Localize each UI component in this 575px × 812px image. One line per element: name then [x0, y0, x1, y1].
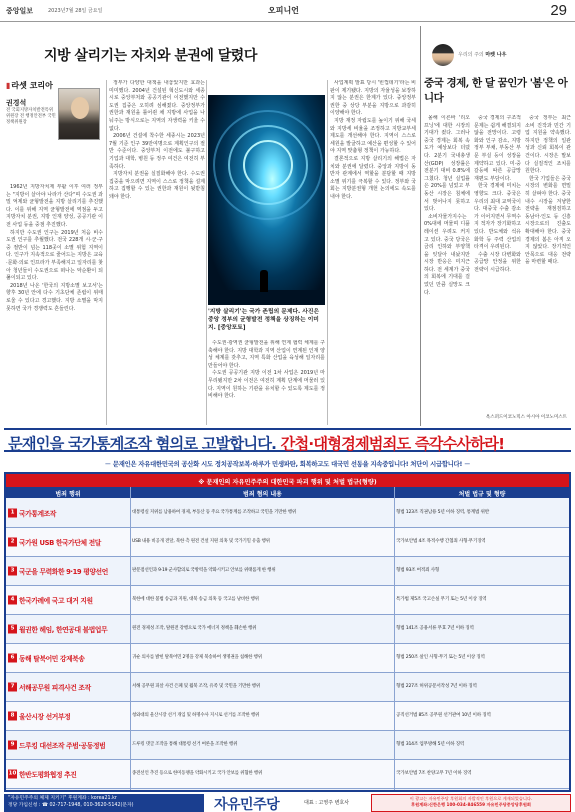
offense-description: 서해 공무원 피살 사건 은폐 및 월북 조작, 유족 및 국민을 기만한 행위: [132, 684, 260, 689]
paragraph: 수도권 공공기관 지방 이전 1차 사업은 2019년 마무리됐지만 2차 이전은 여전히 계획 단계에 머물러 있다. 지역이 원하는 기관을 유치할 수 있도록 제도를 정비해야 한다.: [208, 370, 325, 400]
offense-name: 한국가례에 국고 대거 지원: [19, 597, 93, 605]
column-logo-mark-icon: ▮: [6, 81, 11, 90]
row-number: 9: [8, 741, 17, 750]
row-number: 1: [8, 509, 17, 518]
author-photo: [58, 88, 100, 140]
issue-date: 2023년7월 28일 금요일: [48, 8, 103, 14]
table-row: [6, 673, 569, 702]
paragraph: 2006년 건설에 착수한 세종시는 2023년 7월 기준 인구 39만여명으로 계획인구의 절반 수준이다. 중앙부처 이전에도 불구하고 기업과 대학, 병원 등 정주 여건은 여전히 부족하다.: [109, 133, 205, 170]
paragraph: 하지만 수도권 인구는 2019년 처음 비수도권 인구를 추월했다. 전국 228개 시·군·구 중 절반이 넘는 118곳이 소멸 위험 지역이다. 인구가 지속적으로 줄어드는 지방은 교육·문화·의료 인프라가 부족해지고 일자리를 찾아 청년들이 수도권으로 떠나는 악순환이 되풀이되고 있다.: [6, 229, 103, 282]
offense-description: 대통령실 지위를 남용하여 경제, 부동산 등 주요 국가통계를 조작하고 국민을 기만한 행위: [132, 510, 297, 515]
penalty-law: 형법 314조 업무방해 5년 이하 징역: [396, 742, 465, 747]
table-row: [6, 499, 569, 528]
row-number: 4: [8, 596, 17, 605]
offense-name: 서해공무원 피격사건 조작: [19, 684, 91, 692]
author-description: 전 국회지방자치발전특위 위원장 전 행정안전부 국민정책위원장: [6, 108, 56, 125]
ad-table: [4, 472, 571, 792]
party-logo: 자유민주당: [214, 797, 280, 812]
offense-name: 국가통계조작: [19, 510, 56, 518]
paper-name: 중앙일보: [6, 6, 34, 15]
paragraph: 한국 기업들은 중국 시장의 변화를 면밀히 살펴야 한다. 중국 내수 시장을 겨냥한 전략을 재점검하고 동남아·인도 등 신흥시장으로의 진출도 확대해야 한다. 중국 경제의 봄은 아직 오지 않았다. 장기적인 안목으로 대응 전략을 마련할 때다.: [525, 175, 571, 266]
table-column-divider: [130, 487, 131, 790]
ad-subtitle: － 문재인은 자유대한민국의 공산화 시도 정치공작보복·하루가 민생파탄, 회복하고도 대국민 선동을 지속중입니다! 처단이 시급합니다! －: [104, 461, 471, 468]
table-header-charge: 범죄 혐의 내용: [131, 487, 394, 498]
offense-description: 원전 경제성 조작, 탈원전 강행으로 국가 에너지 정책을 훼손한 행위: [132, 626, 257, 631]
author-name: 권경석: [6, 99, 27, 107]
section-title: 오피니언: [268, 6, 299, 15]
row-number: 8: [8, 712, 17, 721]
paragraph: 지방 재정 자립도를 높이기 위해 국세와 지방세 비율을 조정하고 지방교부세 제도를 개선해야 한다. 지역이 스스로 세원을 발굴하고 예산을 편성할 수 있어야 지역 맞춤형 정책이 가능하다.: [330, 117, 416, 155]
left-article-column-1: [6, 184, 103, 424]
left-article-column-3: [208, 340, 325, 425]
offense-description: 북한에 대한 불법 송금과 지원, 대북 송금 의혹 등 국고를 낭비한 행위: [132, 597, 259, 602]
row-number: 6: [8, 654, 17, 663]
paragraph: 한국 경제에 미치는 영향도 크다. 중국은 우리의 최대 교역국이다. 대중국 수출 감소가 이어지면서 무역수지 적자가 장기화하고 있다. 반도체와 석유화학 등 주력 산업의 타격이 우려된다.: [474, 183, 521, 251]
offense-description: 귀순 의사를 밝힌 탈북어민 2명을 강제 북송하여 생명권을 침해한 행위: [132, 655, 262, 660]
column-divider: [327, 80, 328, 425]
offense-description: 청와대의 울산시장 선거 개입 및 하명수사 지시로 선거를 조작한 행위: [132, 713, 260, 718]
article-photo: [208, 95, 325, 305]
column-divider: [206, 80, 207, 425]
left-headline: 지방 살리기는 자치와 분권에 달렸다: [44, 48, 257, 64]
offense-description: USB 내용 비공개 전달, 북한 측 원전 건설 지원 의혹 및 국가기밀 유출 행위: [132, 539, 270, 544]
table-row: [6, 644, 569, 673]
paragraph: 수도권·광역권 균형발전을 위해 연계 협력 체계를 구축해야 한다. 지방 대학과 지역 산업이 연계된 인재 양성 체계를 갖추고, 지역 특화 산업을 육성해 일자리를 만들어야 한다.: [208, 340, 325, 369]
masthead: [0, 0, 575, 22]
row-number: 5: [8, 625, 17, 634]
table-row: [6, 731, 569, 760]
party-representative: 대표 : 고영주 변호사: [304, 800, 350, 806]
paragraph: 소비자물가지수는 0%대에 머물며 디플레이션 우려도 커지고 있다. 중국 당국은 금리 인하와 부양책을 잇달아 내놨지만 시장 반응은 미지근하다. 전 세계가 중국의 회복에 기대를 걸었던 만큼 실망도 크다.: [424, 213, 470, 296]
ad-title-main: 문재인을 국가통계조작 혐의로 고발합니다.: [8, 435, 277, 453]
table-row: [6, 528, 569, 557]
table-header-act: 범죄 행위: [6, 487, 130, 498]
offense-name: 월권한 헤임, 한연공대 불법업무: [19, 626, 108, 634]
paragraph: 2018년 나온 '한국의 지방소멸 보고서'는 향후 30년 안에 다수 기초단체 존립이 위태로울 수 있다고 경고했다. 지방 소멸을 막지 못하면 국가 경쟁력도 흔들린다.: [6, 282, 103, 312]
right-byline: 옥스퍼드이코노믹스 아시아 이코노미스트: [485, 415, 567, 420]
penalty-law: 형법 250조 살인 사형·무기 또는 5년 이상 징역: [396, 655, 485, 660]
left-article-column-2: [109, 80, 205, 425]
ad-contact-box: [4, 794, 204, 812]
penalty-law: 형법 141조 공용서류 무효 7년 이하 징역: [396, 626, 474, 631]
column-name: 우리의 주의 마켓 나우: [458, 52, 507, 58]
penalty-law: 형법 93조 여적죄 사형: [396, 568, 440, 573]
paragraph: 중국 정부는 최근 소비 진작과 민간 기업 지원을 약속했다. 하지만 정책의 일관성과 신뢰 회복이 관건이다. 시장은 말보다 실질적인 조치를 원한다.: [525, 115, 571, 175]
penalty-law: 형법 123조 직권남용 5년 이하 징역, 통계법 위반: [396, 510, 490, 515]
photo-caption: '지방 살리기'는 국가 존립의 문제다. 사진은 중앙 정부의 균형발전 정책을 상징하는 이미지. [중앙포토]: [208, 309, 320, 331]
table-row: [6, 586, 569, 615]
table-row: [6, 557, 569, 586]
ad-footer: [4, 794, 571, 812]
paragraph: 1962년 지방자치제 부활 이후 여러 정부는 "지방이 살아야 나라가 산다"며 수도권 과밀 억제와 균형발전을 지방 살리기를 추진했다. 이를 위해 지역 균형발전에 역점을 두고 지방자치 분권, 지방 인재 양성, 공공기관 이전 사업 등을 중점 추진했다.: [6, 184, 103, 228]
page-number: 29: [550, 2, 567, 19]
ad-table-title: ※ 문재인의 자유민주주의 대한민국 파괴 행위 및 처벌 법규(형량): [6, 474, 569, 487]
table-column-divider: [394, 487, 395, 790]
offense-description: 드루킹 댓글 조작을 통해 대통령 선거 여론을 조작한 행위: [132, 742, 238, 747]
paragraph: 수출 시장 다변화와 공급망 안정을 위한 전략이 시급하다.: [474, 251, 521, 273]
penalty-law: 형법 227조 허위공문서작성 7년 이하 징역: [396, 684, 477, 689]
offense-name: 한반도평화협정 추진: [19, 771, 77, 779]
penalty-law: 국가보안법 4조 목적수행 간첩죄 사형·무기징역: [396, 539, 486, 544]
membership-phone: 정당 가입신청 : ☎ 02-717-1948, 010-3620-5142(문자): [8, 802, 134, 808]
right-article-column-3: [525, 115, 571, 410]
penalty-law: 공직선거법 85조 공무원 선거관여 10년 이하 징역: [396, 713, 491, 718]
offense-name: 국가원 USB 한국가단체 전달: [19, 539, 101, 547]
person-silhouette: [260, 270, 268, 292]
right-headline: 중국 경제, 한 달 꿈인가 '봄'은 아니다: [424, 77, 568, 104]
row-number: 10: [8, 770, 17, 777]
table-row: [6, 615, 569, 644]
donation-account: "자유민주주의 체제 지키기" 후원계좌 : korea21.kr: [8, 796, 117, 801]
offense-name: 드루킹 대선조작 주범·공동정범: [19, 742, 106, 750]
right-article-column-2: [474, 115, 521, 410]
row-number: 3: [8, 567, 17, 576]
ad-sponsor-notice: [371, 794, 571, 812]
offense-name: 울산시장 선거부정: [19, 713, 71, 721]
offense-name: 동해 탈북어민 강제북송: [19, 655, 85, 663]
offense-description: 판문점선언과 9·19 군사합의로 국방력을 약화시키고 안보를 위태롭게 한 행위: [132, 568, 276, 573]
ad-title-accent: 간첩·대형경제범죄도 즉각수사하라!: [276, 435, 505, 453]
ad-title: [4, 428, 571, 452]
column-logo: ▮라셋 코리아: [6, 81, 53, 90]
paragraph: 중국 경제의 구조적 문제는 쉽게 해결되지 않을 전망이다. 고령화와 인구 감소, 지방정부 부채, 부동산 부문 부실 등이 성장을 제약하고 있다. 미·중 갈등에 따른 공급망 재편도 부담이다.: [474, 115, 521, 182]
table-header-law: 처벌 법규 및 형량: [395, 487, 569, 498]
penalty-law: 국가보안법 7조 찬양고무 7년 이하 징역: [396, 771, 472, 776]
table-row: [6, 760, 569, 789]
paragraph: 결론적으로 지방 살리기의 해법은 자치와 분권에 달렸다. 중앙과 지방이 동반자 관계에서 역할을 분담할 때 지방 소멸 위기를 극복할 수 있다. 정부와 국회는 지방분권형 개헌 논의에도 속도를 내야 한다.: [330, 155, 416, 200]
paragraph: 올해 이른바 '리오프닝'에 대한 시장의 기대가 컸다. 그러나 중국 경제는 회복 속도가 예상보다 더뎠다. 2분기 국내총생산(GDP) 성장률은 전분기 대비 0.8%에 그쳤다. 청년 실업률은 20%를 넘었고 부동산 시장은 침체에서 벗어나지 못하고 있다.: [424, 115, 470, 213]
offense-description: 종전선언 추진 등으로 한미동맹을 약화시키고 국가 안보를 위협한 행위: [132, 771, 263, 776]
penalty-law: 특가법 제5조 국고손실 무기 또는 5년 이상 징역: [396, 597, 487, 602]
paragraph: 지방자치 분권을 실질화해야 한다. 수도권 집중을 막으려면 지역이 스스로 정책을 설계하고 집행할 수 있는 권한과 재원이 뒷받침돼야 한다.: [109, 171, 205, 200]
left-article-column-4: [330, 80, 416, 425]
table-row: [6, 702, 569, 731]
right-article-column-1: [424, 115, 470, 410]
sponsor-account: 후원계좌:신한은행 100-034-846559 자유민주당중앙당후원회: [411, 801, 531, 807]
sponsor-note: 이 광고는 자유민주당 후원회의 자발적인 후원으로 게재되었습니다.: [409, 796, 533, 801]
columnist-photo: [432, 44, 454, 66]
row-number: 2: [8, 538, 17, 547]
column-divider: [106, 80, 107, 425]
author-box: [6, 80, 103, 180]
row-number: 7: [8, 683, 17, 692]
political-advertisement: [0, 428, 575, 812]
paragraph: 사업계획 발표 당시 '빈껍데기'라는 비판이 제기됐다. 지방의 자율성을 보장하지 않는 분권은 한계가 있다. 중앙정부 권한 중 상당 부분을 지방으로 과감히 이양해야 한다.: [330, 80, 416, 117]
section-divider: [420, 26, 421, 426]
offense-name: 국군을 무력화한 9·19 평양선언: [19, 568, 108, 576]
paragraph: 정부가 다양한 대책을 내놓았지만 효과는 미미했다. 2004년 건설된 혁신도시와 세종시로 중앙부처와 공공기관이 이전했지만 수도권 집중은 오히려 심해졌다. 중앙정부가 권한과 재원을 틀어쥔 채 지방에 사업을 나눠주는 방식으로는 지역의 자생력을 키울 수 없다.: [109, 80, 205, 132]
